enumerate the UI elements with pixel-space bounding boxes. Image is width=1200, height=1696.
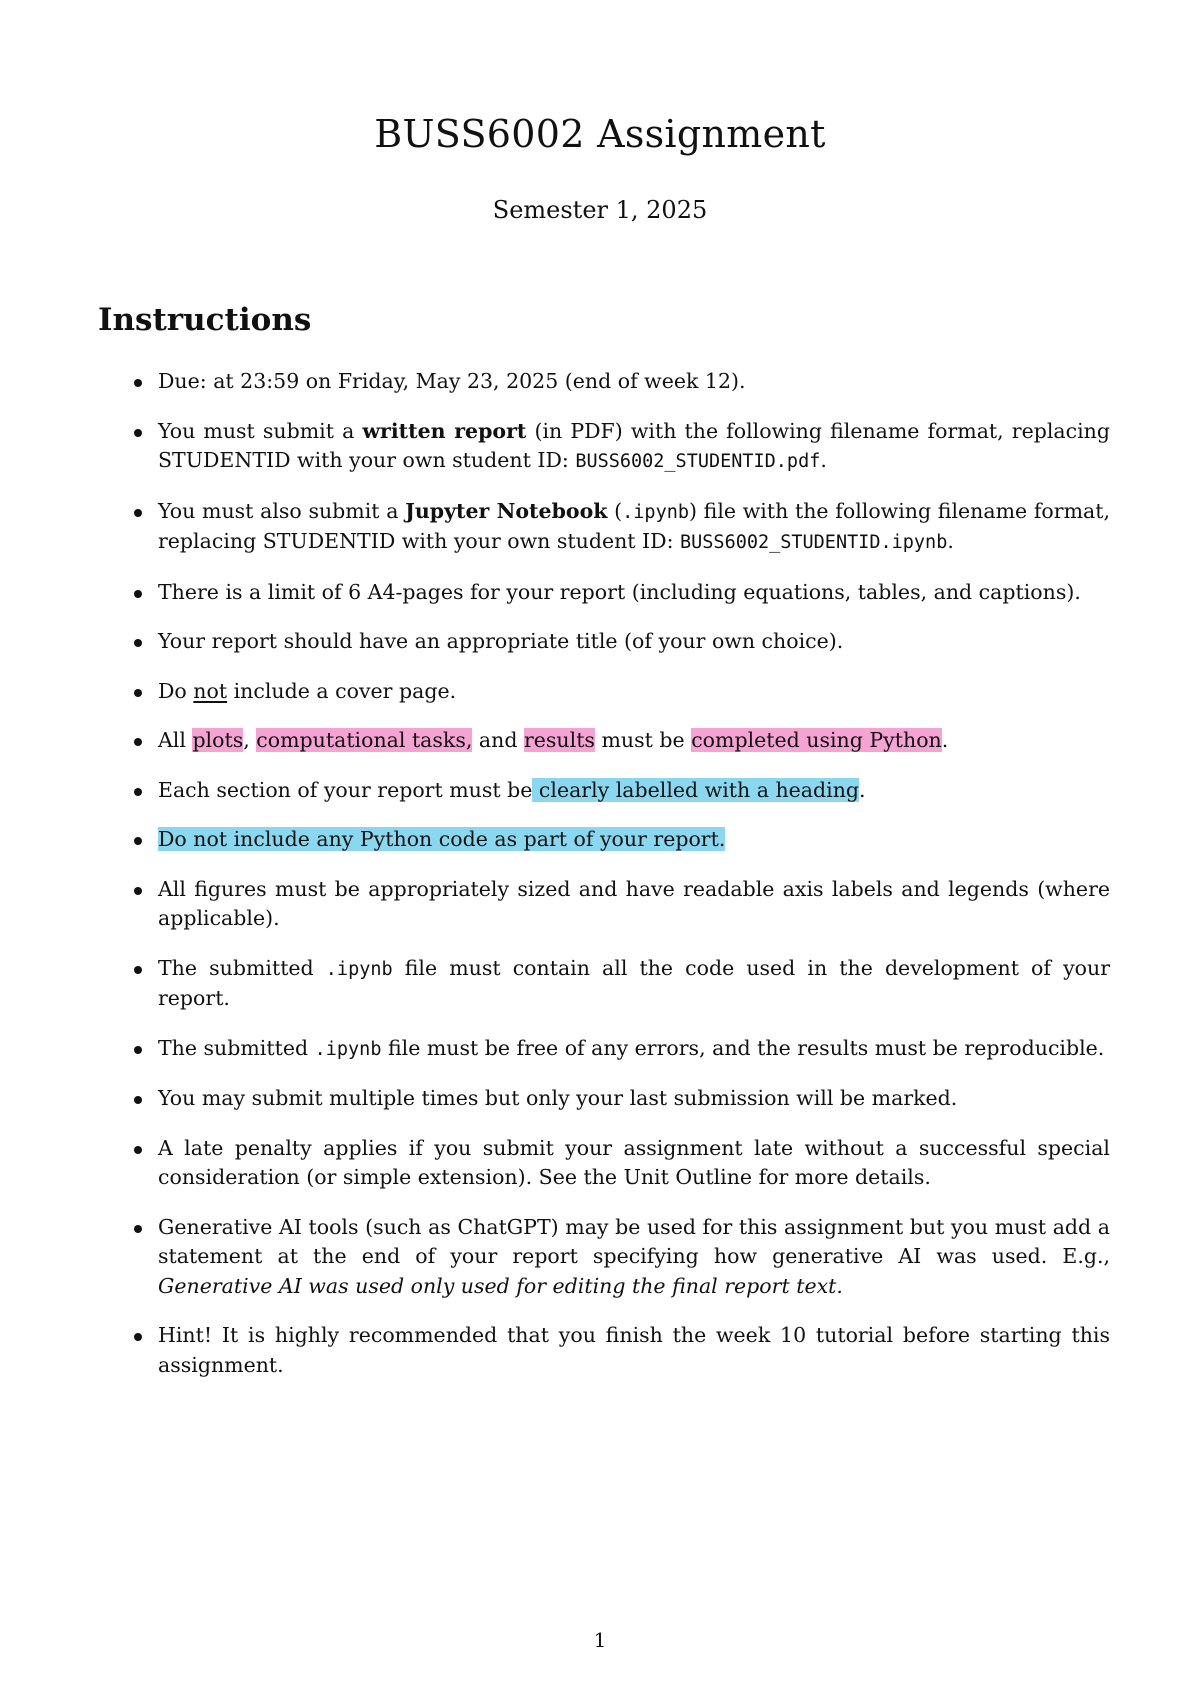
multiple-text: You may submit multiple times but only your last submission will be marked.: [158, 1086, 958, 1110]
cover-text-a: Do: [158, 678, 194, 703]
list-item-cover-page: [98, 677, 1110, 707]
highlight-no-python-code: Do not include any Python code as part of your report.: [158, 827, 726, 851]
list-item-generative-ai: [98, 1213, 1110, 1302]
errors-text-c: file must be free of any errors, and the results must be reproducible.: [381, 1035, 1105, 1060]
not-underlined: not: [193, 678, 228, 703]
list-item-jupyter-notebook: [98, 497, 1110, 558]
page-number: 1: [593, 1628, 607, 1652]
section-heading-instructions: Instructions: [98, 302, 312, 338]
highlight-plots: plots: [192, 728, 244, 752]
bullet-icon: [134, 1046, 142, 1054]
nb-text-g: .: [947, 529, 954, 553]
bullet-icon: [134, 738, 142, 746]
python-text-i: .: [941, 728, 949, 752]
list-item-heading: [98, 776, 1110, 806]
figures-text: All figures must be appropriately sized and have readable axis labels and legends (where applicable).: [158, 876, 1110, 930]
ipynb-extension: .ipynb: [622, 501, 689, 523]
list-item-multiple-submissions: [98, 1084, 1110, 1114]
highlight-clearly-labelled: clearly labelled with a heading: [532, 777, 860, 802]
notebook-filename: BUSS6002_STUDENTID.ipynb: [680, 532, 948, 553]
report-text-a: You must submit a: [158, 418, 363, 443]
list-item-python: [98, 726, 1110, 756]
list-item-late-penalty: [98, 1134, 1110, 1193]
ai-example-italic: Generative AI was used only used for editing the final report text.: [158, 1273, 843, 1298]
list-item-figures: [98, 875, 1110, 934]
written-report-emphasis: written report: [362, 418, 527, 443]
nb-text-e: ) file with the following filename format, replacing STUDENTID with your own student ID:: [158, 498, 1110, 553]
list-item-code: [98, 954, 1110, 1014]
cover-text-c: include a cover page.: [227, 678, 457, 703]
errors-text-a: The submitted: [158, 1035, 315, 1060]
errors-ipynb: .ipynb: [314, 1038, 382, 1060]
list-item-no-code: [98, 825, 1110, 855]
highlight-results: results: [523, 728, 595, 752]
bullet-icon: [134, 429, 142, 437]
bullet-icon: [134, 689, 142, 697]
bullet-icon: [134, 639, 142, 647]
jupyter-notebook-emphasis: Jupyter Notebook: [405, 498, 608, 523]
bullet-icon: [134, 509, 142, 517]
bullet-icon: [134, 1096, 142, 1104]
highlight-completed-using-python: completed using Python: [691, 728, 942, 752]
list-item-hint: [98, 1321, 1110, 1380]
code-text-a: The submitted: [158, 955, 326, 980]
code-text-c: file must contain all the code used in the development of your report.: [158, 955, 1110, 1010]
bullet-icon: [134, 1333, 142, 1341]
python-text-g: must be: [594, 728, 692, 752]
list-item-written-report: [98, 417, 1110, 477]
bullet-icon: [134, 788, 142, 796]
heading-text-a: Each section of your report must be: [158, 777, 533, 802]
bullet-icon: [134, 1146, 142, 1154]
bullet-icon: [134, 379, 142, 387]
python-text-a: All: [158, 728, 193, 752]
due-text: Due: at 23:59 on Friday, May 23, 2025 (end of week 12).: [158, 369, 746, 393]
document-subtitle: Semester 1, 2025: [492, 196, 708, 224]
late-text: A late penalty applies if you submit your assignment late without a successful special consideration (or simple extension). See the Unit Outline for more details.: [158, 1135, 1110, 1189]
instructions-list: [98, 367, 1110, 1400]
bullet-icon: [134, 590, 142, 598]
bullet-icon: [134, 887, 142, 895]
report-filename: BUSS6002_STUDENTID.pdf: [575, 451, 821, 472]
heading-text-c: .: [859, 777, 866, 802]
list-item-errors: [98, 1034, 1110, 1065]
python-text-c: ,: [243, 728, 257, 752]
report-text-e: .: [820, 448, 827, 472]
document-title: BUSS6002 Assignment: [374, 112, 826, 156]
bullet-icon: [134, 837, 142, 845]
page-limit-text: There is a limit of 6 A4-pages for your report (including equations, tables, and captions).: [158, 579, 1081, 604]
list-item-page-limit: [98, 578, 1110, 608]
hint-text: Hint! It is highly recommended that you finish the week 10 tutorial before starting this assignment.: [158, 1323, 1110, 1377]
list-item-due: [98, 367, 1110, 397]
nb-text-a: You must also submit a: [158, 498, 406, 523]
bullet-icon: [134, 1225, 142, 1233]
nb-text-c: (: [607, 498, 623, 523]
report-text-c: (in PDF) with the following filename format, replacing STUDENTID with your own student ID:: [158, 418, 1110, 472]
bullet-icon: [134, 966, 142, 974]
title-requirement-text: Your report should have an appropriate title (of your own choice).: [158, 629, 844, 653]
code-ipynb: .ipynb: [325, 958, 393, 980]
ai-text-a: Generative AI tools (such as ChatGPT) may be used for this assignment but you must add a statement at the end of your report specifying how generative AI was used. E.g.,: [158, 1214, 1110, 1268]
highlight-computational-tasks: computational tasks,: [256, 728, 473, 752]
list-item-title: [98, 627, 1110, 657]
python-text-e: and: [472, 728, 524, 752]
